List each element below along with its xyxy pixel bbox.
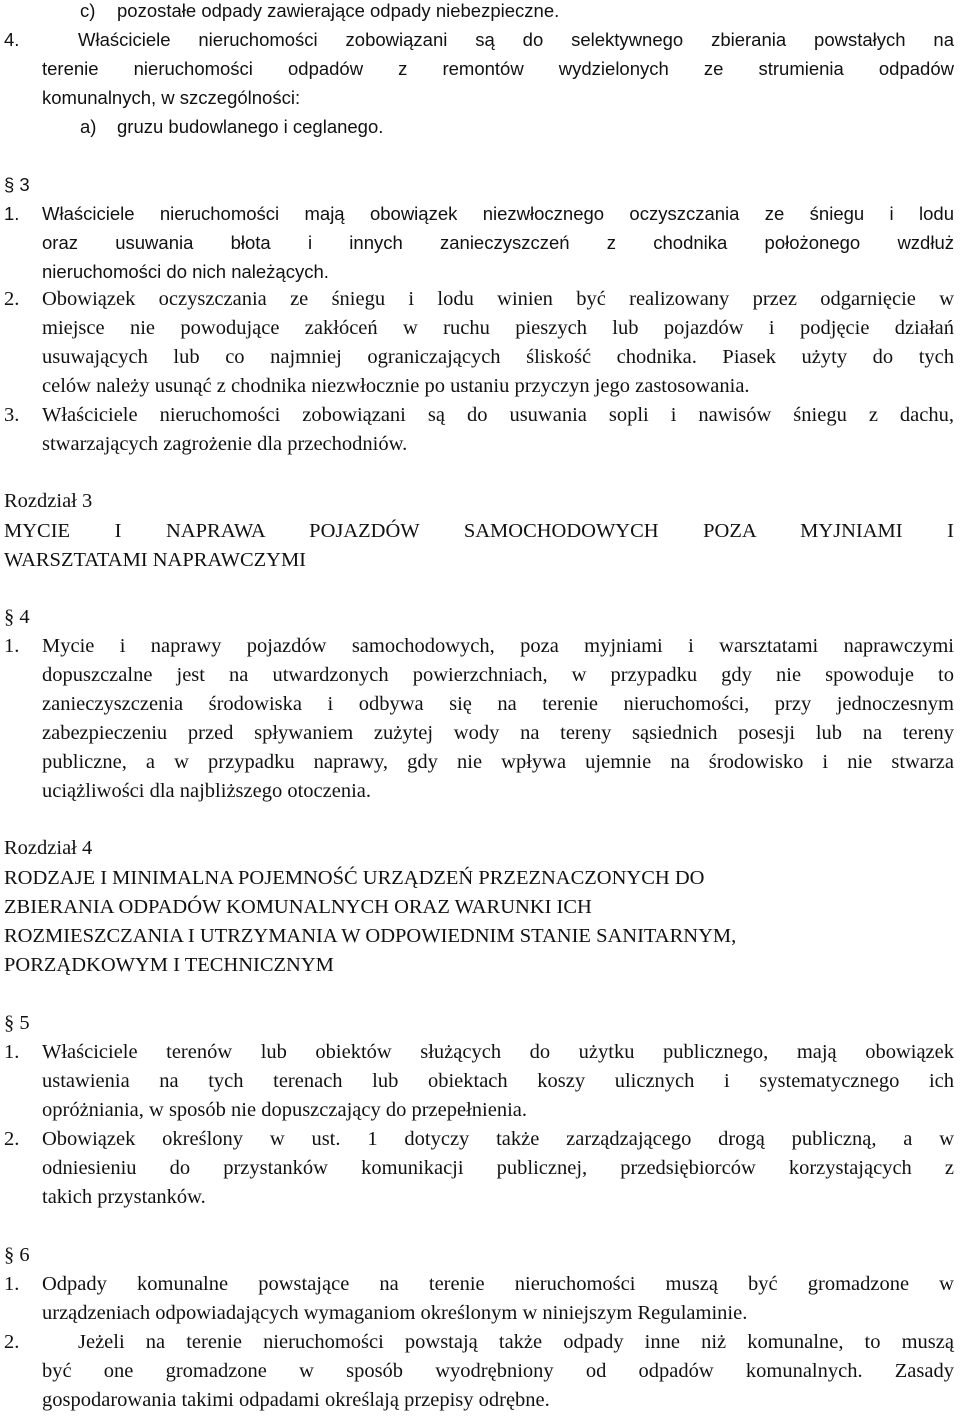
paragraph-line: gospodarowania takimi odpadami określają przepisy odrębne. [42, 1389, 550, 1411]
paragraph-line: Mycie i naprawy pojazdów samochodowych, poza myjniami i warsztatami naprawczymi [42, 635, 954, 657]
paragraph-line: Obowiązek określony w ust. 1 dotyczy także zarządzającego drogą publiczną, a w [42, 1128, 954, 1150]
chapter-title: ROZMIESZCZANIA I UTRZYMANIA W ODPOWIEDNIM STANIE SANITARNYM, [4, 925, 737, 947]
paragraph-line: miejsce nie powodujące zakłóceń w ruchu pieszych lub pojazdów i podjęcie działań [42, 317, 954, 339]
paragraph-number: 2. [4, 288, 20, 310]
paragraph-line: odniesieniu do przystanków komunikacji publicznej, przedsiębiorców korzystających z [42, 1157, 954, 1179]
paragraph-line: ustawienia na tych terenach lub obiektach koszy ulicznych i systematycznego ich [42, 1070, 954, 1092]
paragraph-number: 1. [4, 635, 20, 657]
section-heading: § 3 [4, 174, 30, 195]
paragraph-line: Odpady komunalne powstające na terenie nieruchomości muszą być gromadzone w [42, 1273, 954, 1295]
paragraph-line: oraz usuwania błota i innych zanieczyszczeń z chodnika położonego wzdłuż [42, 232, 954, 253]
section-heading: § 5 [4, 1012, 30, 1034]
chapter-title: WARSZTATAMI NAPRAWCZYMI [4, 549, 307, 571]
chapter-title: ZBIERANIA ODPADÓW KOMUNALNYCH ORAZ WARUNKI ICH [4, 896, 592, 918]
list-item-a: gruzu budowlanego i ceglanego. [117, 116, 384, 137]
paragraph-number: 2. [4, 1128, 20, 1150]
paragraph-number: 4. [4, 29, 20, 50]
paragraph-line: takich przystanków. [42, 1186, 206, 1208]
paragraph-line: opróżniania, w sposób nie dopuszczający do przepełnienia. [42, 1099, 527, 1121]
paragraph-line: publiczne, a w przypadku naprawy, gdy nie wpływa ujemnie na środowisko i nie stwarza [42, 751, 954, 773]
paragraph-line: Obowiązek oczyszczania ze śniegu i lodu winien być realizowany przez odgarnięcie w [42, 288, 954, 310]
paragraph-line: terenie nieruchomości odpadów z remontów wydzielonych ze strumienia odpadów [42, 58, 954, 79]
paragraph-line: celów należy usunąć z chodnika niezwłocznie po ustaniu przyczyn jego zastosowania. [42, 375, 750, 397]
paragraph-line: zabezpieczeniu przed spływaniem zużytej wody na tereny sąsiednich posesji lub na tereny [42, 722, 954, 744]
paragraph-line: uciążliwości dla najbliższego otoczenia. [42, 780, 372, 802]
paragraph-number: 1. [4, 203, 20, 224]
paragraph-line: nieruchomości do nich należących. [42, 261, 329, 282]
paragraph-number: 1. [4, 1273, 20, 1295]
paragraph-line: urządzeniach odpowiadających wymaganiom określonym w niniejszym Regulaminie. [42, 1302, 748, 1324]
paragraph-line: zanieczyszczenia środowiska i odbywa się na terenie nieruchomości, przy jednoczesnym [42, 693, 954, 715]
chapter-label: Rozdział 4 [4, 837, 93, 859]
paragraph-line: komunalnych, w szczególności: [42, 87, 301, 108]
paragraph-line: Właściciele nieruchomości mają obowiązek niezwłocznego oczyszczania ze śniegu i lodu [42, 203, 954, 224]
paragraph-line: Właściciele terenów lub obiektów służących do użytku publicznego, mają obowiązek [42, 1041, 954, 1063]
paragraph-line: Właściciele nieruchomości zobowiązani są do selektywnego zbierania powstałych na [78, 29, 954, 50]
list-label-a: a) [80, 116, 97, 137]
paragraph-number: 1. [4, 1041, 20, 1063]
paragraph-line: Właściciele nieruchomości zobowiązani są do usuwania sopli i nawisów śniegu z dachu, [42, 404, 954, 426]
chapter-title: PORZĄDKOWYM I TECHNICZNYM [4, 954, 334, 976]
paragraph-line: dopuszczalne jest na utwardzonych powierzchniach, w przypadku gdy nie spowoduje to [42, 664, 954, 686]
paragraph-line: być one gromadzone w sposób wyodrębniony od odpadów komunalnych. Zasady [42, 1360, 954, 1382]
list-item-c: pozostałe odpady zawierające odpady niebezpieczne. [117, 0, 560, 21]
chapter-title: RODZAJE I MINIMALNA POJEMNOŚĆ URZĄDZEŃ PRZEZNACZONYCH DO [4, 867, 705, 889]
list-label-c: c) [80, 0, 96, 21]
paragraph-number: 2. [4, 1331, 20, 1353]
chapter-label: Rozdział 3 [4, 490, 93, 512]
section-heading: § 6 [4, 1244, 30, 1266]
paragraph-line: stwarzających zagrożenie dla przechodniów. [42, 433, 408, 455]
section-heading: § 4 [4, 606, 30, 628]
paragraph-line: Jeżeli na terenie nieruchomości powstają także odpady inne niż komunalne, to muszą [78, 1331, 954, 1353]
paragraph-line: usuwających lub co najmniej ograniczających śliskość chodnika. Piasek użyty do tych [42, 346, 954, 368]
paragraph-number: 3. [4, 404, 20, 426]
chapter-title: MYCIE I NAPRAWA POJAZDÓW SAMOCHODOWYCH POZA MYJNIAMI I [4, 520, 954, 542]
